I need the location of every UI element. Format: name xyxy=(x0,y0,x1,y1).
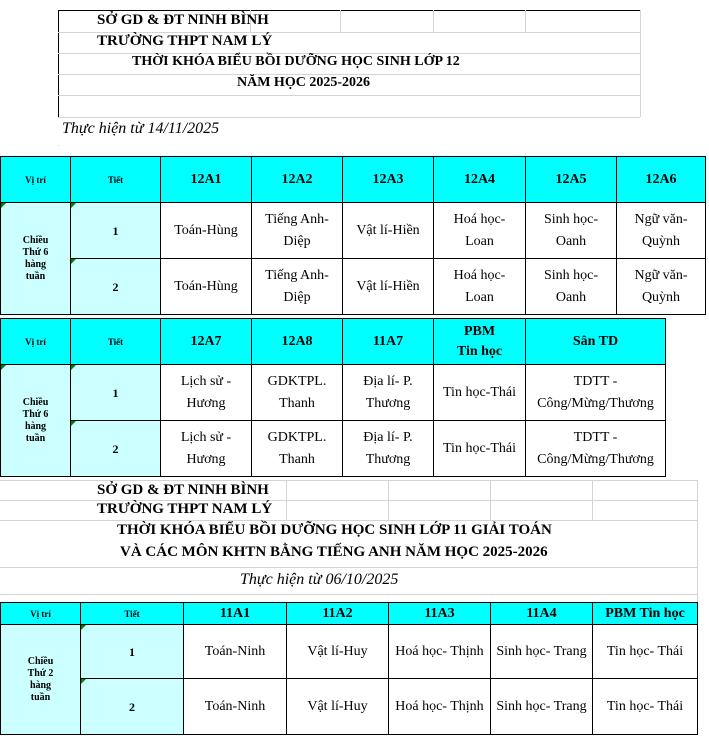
schedule-cell: Toán-Hùng xyxy=(161,259,252,315)
schedule-cell: Vật lí-Hiền xyxy=(343,259,434,315)
s2-effective-date: Thực hiện từ 06/10/2025 xyxy=(240,571,399,588)
session-label: Chiều Thứ 6 hàng tuần xyxy=(1,365,71,477)
schedule-cell: Tiếng Anh- Diệp xyxy=(252,203,343,259)
class-header: 11A7 xyxy=(343,319,434,365)
header-vitri: Vị trí xyxy=(1,319,71,365)
class-header: 12A8 xyxy=(252,319,343,365)
timetable-11 xyxy=(0,602,698,735)
class-header: 11A2 xyxy=(287,603,389,625)
class-header: 11A4 xyxy=(491,603,593,625)
schedule-cell: Sinh học- Oanh xyxy=(526,203,617,259)
class-header: 12A3 xyxy=(343,157,434,203)
period-number: 1 xyxy=(81,625,184,679)
s2-school: TRƯỜNG THPT NAM LÝ xyxy=(97,501,273,517)
session-label: Chiều Thứ 2 hàng tuần xyxy=(1,625,81,735)
timetable-12-part2 xyxy=(0,318,666,477)
schedule-cell: Lịch sử - Hương xyxy=(161,421,252,477)
s1-year: NĂM HỌC 2025-2026 xyxy=(237,75,370,90)
schedule-cell: Địa lí- P. Thương xyxy=(343,421,434,477)
table-row xyxy=(1,203,706,259)
schedule-cell: Tin học- Thái xyxy=(593,625,698,679)
schedule-cell: GDKTPL. Thanh xyxy=(252,365,343,421)
timetable-12-part1 xyxy=(0,156,706,315)
schedule-cell: Vật lí-Huy xyxy=(287,625,389,679)
class-header: 12A5 xyxy=(526,157,617,203)
class-header: 12A1 xyxy=(161,157,252,203)
s2-title-line2: VÀ CÁC MÔN KHTN BẰNG TIẾNG ANH NĂM HỌC 2025-2026 xyxy=(120,544,548,560)
s1-school: TRƯỜNG THPT NAM LÝ xyxy=(97,33,273,49)
table-row xyxy=(1,679,698,735)
schedule-cell: Toán-Ninh xyxy=(184,625,287,679)
s2-title-line1: THỜI KHÓA BIỂU BỒI DƯỠNG HỌC SINH LỚP 11 GIẢI TOÁN xyxy=(117,522,552,538)
class-header: PBM Tin học xyxy=(593,603,698,625)
class-header: 11A1 xyxy=(184,603,287,625)
s2-dept: SỞ GD & ĐT NINH BÌNH xyxy=(97,482,269,498)
period-number: 2 xyxy=(71,421,161,477)
header-tiet: Tiết xyxy=(71,157,161,203)
schedule-cell: Lịch sử - Hương xyxy=(161,365,252,421)
header-vitri: Vị trí xyxy=(1,157,71,203)
schedule-cell: Hoá học- Thịnh xyxy=(389,625,491,679)
schedule-cell: Toán-Hùng xyxy=(161,203,252,259)
schedule-cell: Vật lí-Huy xyxy=(287,679,389,735)
schedule-cell: Toán-Ninh xyxy=(184,679,287,735)
class-header: 12A7 xyxy=(161,319,252,365)
schedule-cell: Sinh học- Oanh xyxy=(526,259,617,315)
table-row xyxy=(1,625,698,679)
table-row xyxy=(1,259,706,315)
s1-title: THỜI KHÓA BIỂU BỒI DƯỠNG HỌC SINH LỚP 12 xyxy=(132,54,460,69)
schedule-cell: Sinh học- Trang xyxy=(491,679,593,735)
schedule-cell: TDTT - Công/Mừng/Thương xyxy=(526,365,666,421)
schedule-cell: Hoá học- Loan xyxy=(434,203,526,259)
schedule-cell: Tin học-Thái xyxy=(434,421,526,477)
schedule-cell: Vật lí-Hiền xyxy=(343,203,434,259)
schedule-cell: TDTT - Công/Mừng/Thương xyxy=(526,421,666,477)
table-row xyxy=(1,421,666,477)
schedule-cell: Ngữ văn- Quỳnh xyxy=(617,259,706,315)
header-vitri: Vị trí xyxy=(1,603,81,625)
period-number: 1 xyxy=(71,365,161,421)
class-header: 12A4 xyxy=(434,157,526,203)
schedule-cell: Tin học-Thái xyxy=(434,365,526,421)
period-number: 2 xyxy=(71,259,161,315)
class-header: 12A6 xyxy=(617,157,706,203)
class-header: PBM Tin học xyxy=(434,319,526,365)
schedule-cell: GDKTPL. Thanh xyxy=(252,421,343,477)
schedule-cell: Hoá học- Thịnh xyxy=(389,679,491,735)
schedule-cell: Tiếng Anh- Diệp xyxy=(252,259,343,315)
s1-dept: SỞ GD & ĐT NINH BÌNH xyxy=(97,12,269,28)
schedule-cell: Hoá học- Loan xyxy=(434,259,526,315)
schedule-cell: Sinh học- Trang xyxy=(491,625,593,679)
s1-effective-date: Thực hiện từ 14/11/2025 xyxy=(62,120,220,137)
schedule-cell: Địa lí- P. Thương xyxy=(343,365,434,421)
session-label: Chiều Thứ 6 hàng tuần xyxy=(1,203,71,315)
class-header: 11A3 xyxy=(389,603,491,625)
class-header: Sân TD xyxy=(526,319,666,365)
table-row xyxy=(1,365,666,421)
class-header: 12A2 xyxy=(252,157,343,203)
schedule-cell: Ngữ văn- Quỳnh xyxy=(617,203,706,259)
period-number: 1 xyxy=(71,203,161,259)
schedule-cell: Tin học- Thái xyxy=(593,679,698,735)
period-number: 2 xyxy=(81,679,184,735)
header-tiet: Tiết xyxy=(81,603,184,625)
header-tiet: Tiết xyxy=(71,319,161,365)
